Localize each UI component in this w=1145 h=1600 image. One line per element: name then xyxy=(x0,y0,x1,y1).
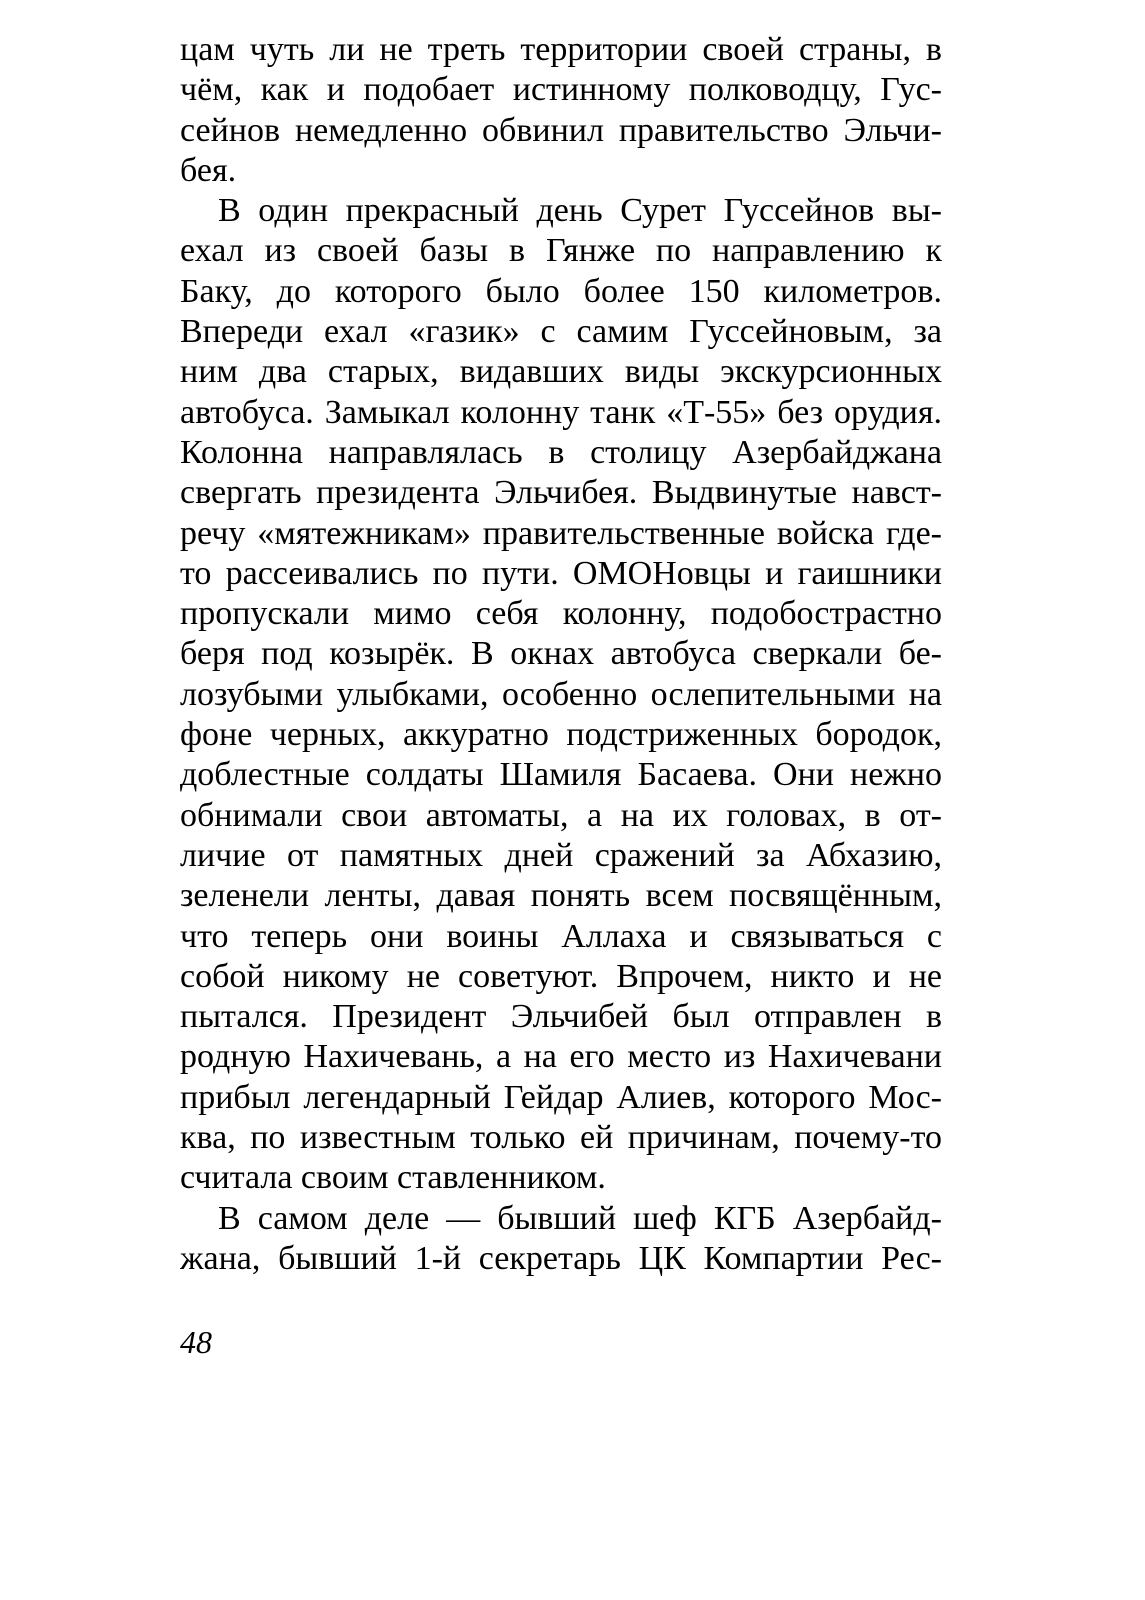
text-line: бея. xyxy=(180,151,237,189)
text-line: лозубыми улыбками, особенно ослепительными на xyxy=(180,675,942,713)
text-line: беря под козырёк. В окнах автобуса сверкали бе- xyxy=(180,635,942,673)
text-line: сейнов немедленно обвинил правительство Эльчи- xyxy=(180,111,942,149)
text-line: прибыл легендарный Гейдар Алиев, которого Мос- xyxy=(180,1078,942,1116)
text-line: личие от памятных дней сражений за Абхазию, xyxy=(180,836,942,874)
text-line: считала своим ставленником. xyxy=(180,1159,606,1197)
text-line: В один прекрасный день Сурет Гуссейнов вы- xyxy=(218,192,942,230)
body-text xyxy=(180,30,942,1279)
text-line: зеленели ленты, давая понять всем посвящённым, xyxy=(180,877,942,915)
text-line: речу «мятежникам» правительственные войска где- xyxy=(180,514,942,552)
text-line: ква, по известным только ей причинам, почему-то xyxy=(180,1119,942,1157)
text-line: Впереди ехал «газик» с самим Гуссейновым, за xyxy=(180,313,942,351)
text-line: В самом деле — бывший шеф КГБ Азербайд- xyxy=(218,1199,942,1237)
text-line: цам чуть ли не треть территории своей страны, в xyxy=(180,31,942,68)
text-line: родную Нахичевань, а на его место из Нахичевани xyxy=(180,1038,942,1076)
text-line: ехал из своей базы в Гянже по направлению к xyxy=(180,232,942,270)
text-line: автобуса. Замыкал колонну танк «Т-55» без орудия. xyxy=(180,393,942,431)
text-line: обнимали свои автоматы, а на их головах, в от- xyxy=(180,796,942,834)
text-line: Баку, до которого было более 150 километров. xyxy=(180,272,942,310)
text-line: свергать президента Эльчибея. Выдвинутые навст- xyxy=(180,474,942,512)
text-line: Колонна направлялась в столицу Азербайджана xyxy=(180,433,942,471)
text-line: что теперь они воины Аллаха и связываться с xyxy=(180,917,942,955)
text-line: собой никому не советуют. Впрочем, никто и не xyxy=(180,957,942,995)
text-line: пытался. Президент Эльчибей был отправлен в xyxy=(180,998,942,1036)
page-number: 48 xyxy=(180,1324,212,1360)
text-line: пропускали мимо себя колонну, подобострастно xyxy=(180,595,942,633)
text-line: фоне черных, аккуратно подстриженных бородок, xyxy=(180,716,942,754)
text-line: чём, как и подобает истинному полководцу, Гус- xyxy=(180,71,942,109)
text-line: жана, бывший 1-й секретарь ЦК Компартии Рес- xyxy=(180,1239,942,1277)
text-line: ним два старых, видавших виды экскурсионных xyxy=(180,353,942,391)
text-line: то рассеивались по пути. ОМОНовцы и гаишники xyxy=(180,554,942,592)
text-line: доблестные солдаты Шамиля Басаева. Они нежно xyxy=(180,756,942,794)
